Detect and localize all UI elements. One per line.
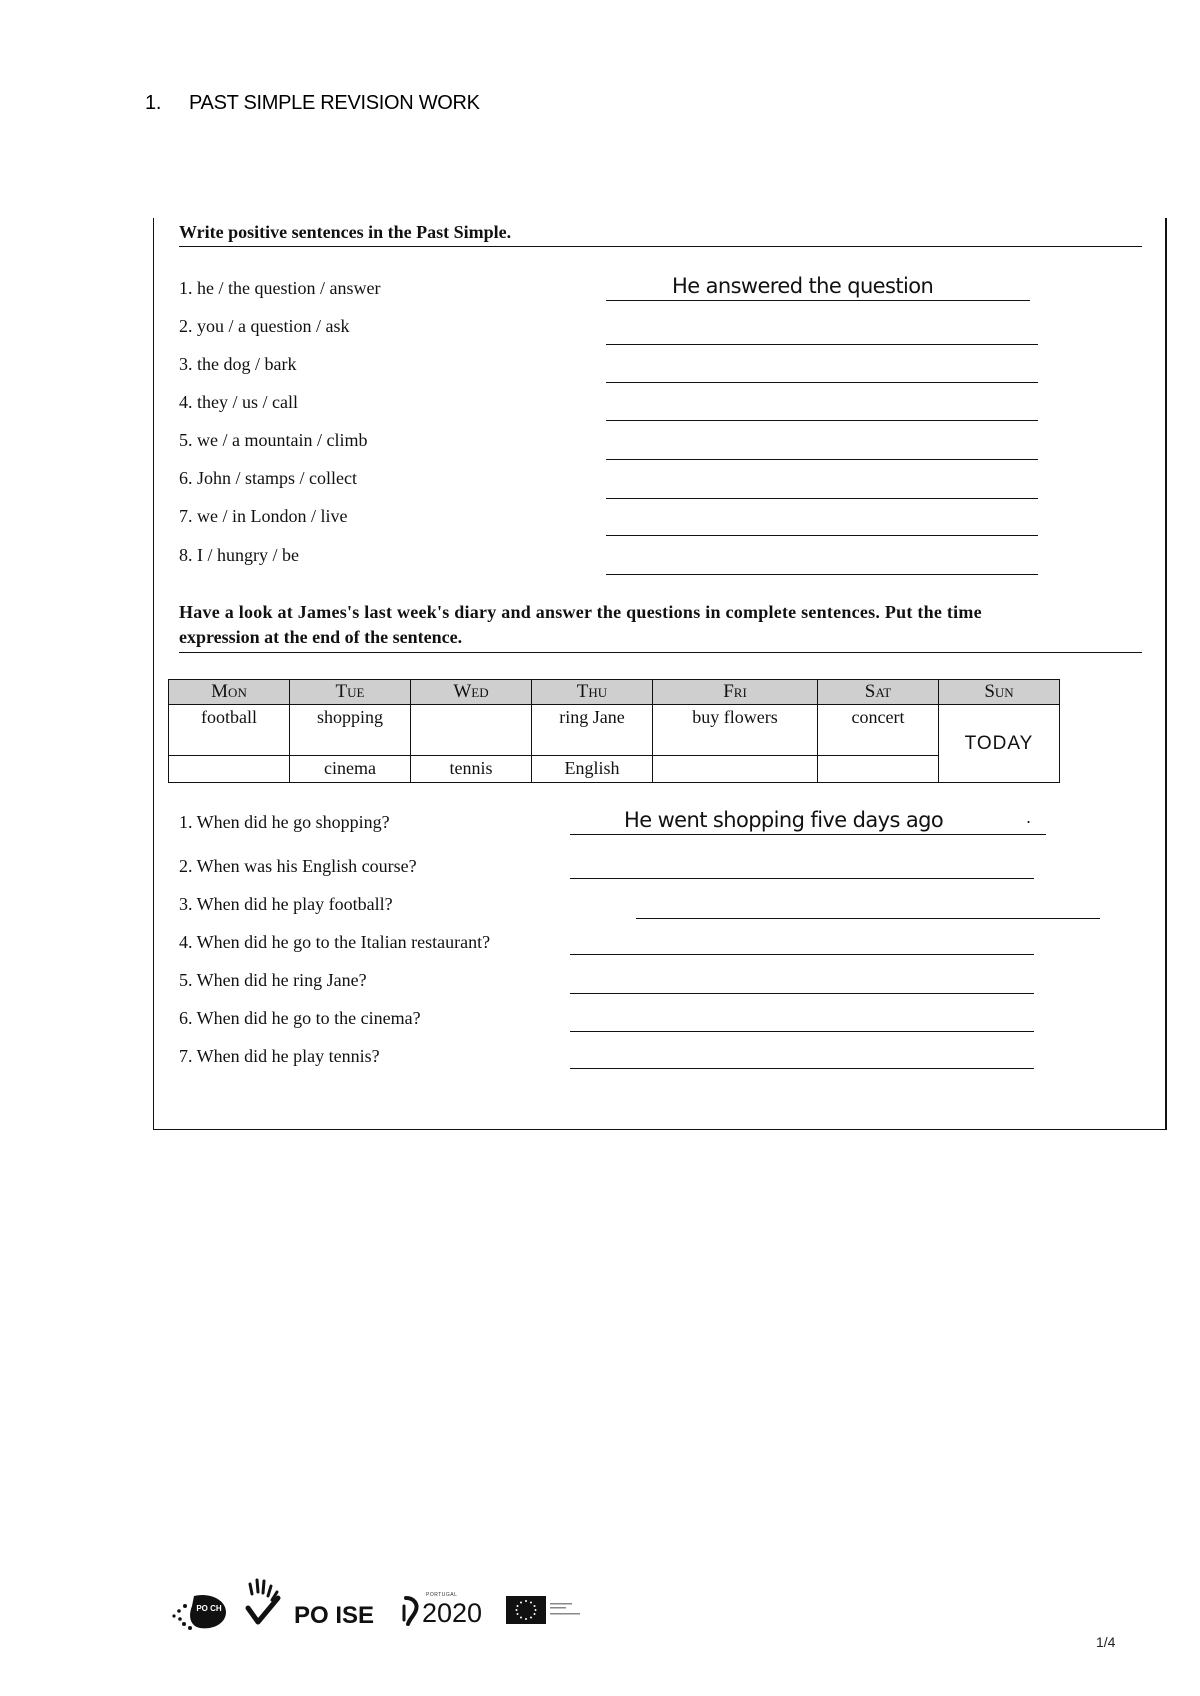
diary-cell-fri-2 [653,756,818,783]
section2-answer-line-4[interactable] [570,954,1034,955]
portugal-2020-logo-text: 2020 [422,1598,483,1628]
portugal-logo-label: PORTUGAL [426,1592,458,1598]
section2-answer-line-1[interactable] [570,834,1046,835]
section2-answer-line-2[interactable] [570,878,1034,879]
section2-title-rule [179,652,1142,653]
section2-title-line2: expression at the end of the sentence. [179,627,463,647]
poise-logo [244,1578,292,1635]
heading-title: PAST SIMPLE REVISION WORK [189,92,480,114]
diary-day-mon: Mon [169,680,290,705]
section1-prompt-1: 1. he / the question / answer [179,278,381,298]
section2-answer-trail-1: . [1026,808,1031,827]
section1-answer-line-4[interactable] [606,420,1038,421]
diary-cell-tue-1: shopping [290,705,411,756]
diary-day-tue: Tue [290,680,411,705]
diary-cell-mon-1: football [169,705,290,756]
section2-answer-line-7[interactable] [570,1068,1034,1069]
poise-logo-text: PO ISE [294,1602,375,1629]
section2-question-1: 1. When did he go shopping? [179,812,390,832]
footer-logos [170,1578,600,1638]
section2-question-3: 3. When did he play football? [179,894,393,914]
section1-title-rule [179,246,1142,247]
section1-prompt-7: 7. we / in London / live [179,506,348,526]
diary-cell-sat-2 [818,756,939,783]
diary-cell-sat-1: concert [818,705,939,756]
diary-cell-thu-1: ring Jane [532,705,653,756]
section2-answer-line-6[interactable] [570,1031,1034,1032]
section1-answer-line-6[interactable] [606,498,1038,499]
diary-cell-mon-2 [169,756,290,783]
section1-answer-text-1: He answered the question [672,274,934,298]
diary-cell-thu-2: English [532,756,653,783]
poch-logo-text-top: PO CH [196,1604,222,1613]
section1-answer-line-8[interactable] [606,574,1038,575]
section1-prompt-6: 6. John / stamps / collect [179,468,357,488]
section2-question-6: 6. When did he go to the cinema? [179,1008,421,1028]
section2-question-2: 2. When was his English course? [179,856,417,876]
diary-table [168,679,1060,783]
page-number: 1/4 [1096,1634,1116,1650]
diary-cell-today: TODAY [939,705,1060,783]
section1-answer-line-5[interactable] [606,459,1038,460]
diary-cell-tue-2: cinema [290,756,411,783]
eu-flag-icon [506,1596,546,1629]
eu-fund-caption-icon [550,1602,584,1623]
section1-answer-line-2[interactable] [606,344,1038,345]
section1-answer-line-1[interactable] [606,300,1030,301]
diary-day-sun: Sun [939,680,1060,705]
portugal-2020-mark-icon [402,1596,422,1631]
section2-question-4: 4. When did he go to the Italian restaurant? [179,932,491,952]
diary-day-fri: Fri [653,680,818,705]
section2-question-5: 5. When did he ring Jane? [179,970,367,990]
diary-day-wed: Wed [411,680,532,705]
section1-prompt-2: 2. you / a question / ask [179,316,350,336]
section2-answer-text-1: He went shopping five days ago [624,808,944,832]
section2-answer-line-3[interactable] [636,918,1100,919]
section1-prompt-4: 4. they / us / call [179,392,298,412]
section2-answer-line-5[interactable] [570,993,1034,994]
diary-cell-wed-2: tennis [411,756,532,783]
poch-logo [170,1586,232,1639]
section2-question-7: 7. When did he play tennis? [179,1046,380,1066]
section1-answer-line-3[interactable] [606,382,1038,383]
section1-answer-line-7[interactable] [606,535,1038,536]
diary-cell-wed-1 [411,705,532,756]
heading-number: 1. [145,92,162,114]
section1-prompt-5: 5. we / a mountain / climb [179,430,368,450]
document-heading [145,92,480,115]
diary-day-thu: Thu [532,680,653,705]
section1-title: Write positive sentences in the Past Simple. [179,222,512,242]
section1-prompt-8: 8. I / hungry / be [179,545,299,565]
section2-title-line1: Have a look at James's last week's diary and answer the questions in complete sentences. Put the time [179,602,982,622]
diary-day-sat: Sat [818,680,939,705]
diary-cell-fri-1: buy flowers [653,705,818,756]
section1-prompt-3: 3. the dog / bark [179,354,297,374]
